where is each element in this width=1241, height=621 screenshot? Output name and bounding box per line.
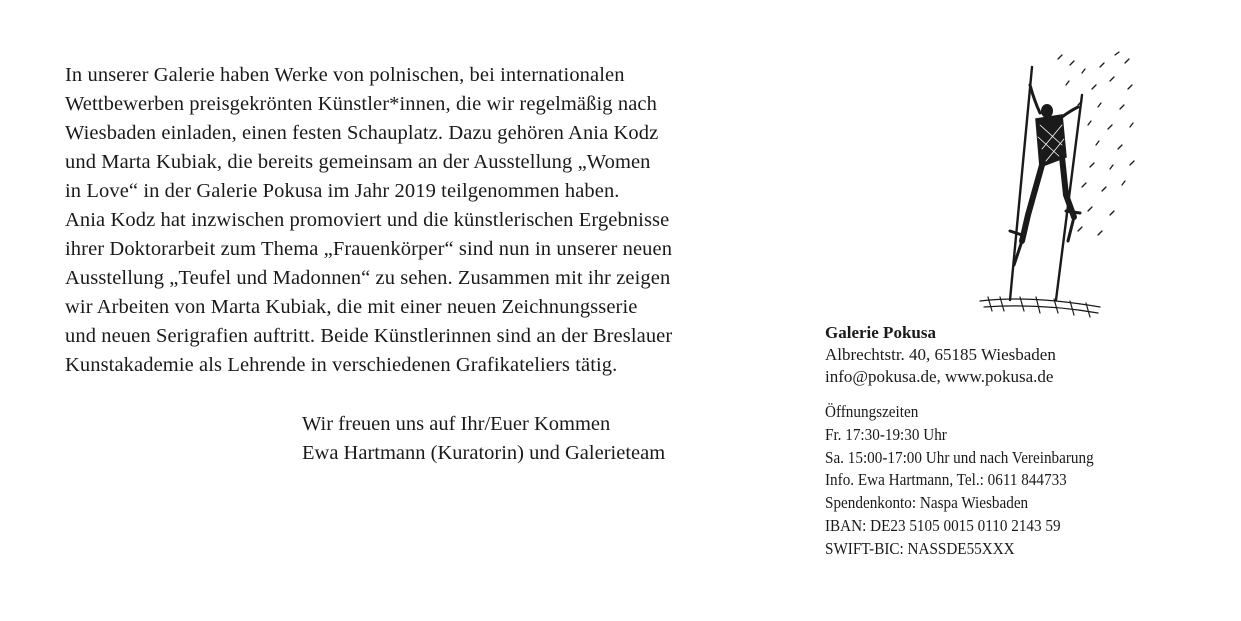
hours-line: Fr. 17:30-19:30 Uhr bbox=[825, 424, 947, 444]
stilt-walker-icon bbox=[970, 45, 1150, 325]
letter-line: Wettbewerben preisgekrönten Künstler*innen, die wir regelmäßig nach bbox=[65, 93, 657, 115]
hours-line: Spendenkonto: Naspa Wiesbaden bbox=[825, 493, 1029, 513]
letter-line: Ausstellung „Teufel und Madonnen“ zu sehen. Zusammen mit ihr zeigen bbox=[65, 267, 671, 289]
letter-body bbox=[65, 61, 765, 380]
gallery-contact: info@pokusa.de, www.pokusa.de bbox=[825, 367, 1054, 386]
letter-line: In unserer Galerie haben Werke von polnischen, bei internationalen bbox=[65, 64, 625, 86]
hours-heading: Öffnungszeiten bbox=[825, 402, 919, 421]
greeting: Wir freuen uns auf Ihr/Euer Kommen bbox=[302, 413, 611, 435]
letter-line: und neuen Serigrafien auftritt. Beide Künstlerinnen sind an der Breslauer bbox=[65, 325, 673, 347]
letter-line: ihrer Doktorarbeit zum Thema „Frauenkörper“ sind nun in unserer neuen bbox=[65, 238, 673, 260]
hours-line: SWIFT-BIC: NASSDE55XXX bbox=[825, 538, 1015, 558]
letter-line: Kunstakademie als Lehrende in verschiedenen Grafikateliers tätig. bbox=[65, 354, 618, 376]
letter-line: Ania Kodz hat inzwischen promoviert und die künstlerischen Ergebnisse bbox=[65, 209, 670, 231]
gallery-info bbox=[825, 322, 1056, 388]
letter-line: und Marta Kubiak, die bereits gemeinsam an der Ausstellung „Women bbox=[65, 151, 651, 173]
letter-line: wir Arbeiten von Marta Kubiak, die mit einer neuen Zeichnungsserie bbox=[65, 296, 638, 318]
signature: Ewa Hartmann (Kuratorin) und Galerieteam bbox=[302, 442, 666, 464]
hours-line: Sa. 15:00-17:00 Uhr und nach Vereinbarung bbox=[825, 447, 1094, 467]
signoff bbox=[302, 410, 665, 468]
letter-line: in Love“ in der Galerie Pokusa im Jahr 2019 teilgenommen haben. bbox=[65, 180, 620, 202]
hours-line: IBAN: DE23 5105 0015 0110 2143 59 bbox=[825, 515, 1061, 535]
hours-line: Info. Ewa Hartmann, Tel.: 0611 844733 bbox=[825, 470, 1067, 490]
letter-line: Wiesbaden einladen, einen festen Schauplatz. Dazu gehören Ania Kodz bbox=[65, 122, 659, 144]
gallery-name: Galerie Pokusa bbox=[825, 323, 936, 342]
gallery-address: Albrechtstr. 40, 65185 Wiesbaden bbox=[825, 345, 1056, 364]
opening-hours bbox=[825, 401, 1094, 561]
